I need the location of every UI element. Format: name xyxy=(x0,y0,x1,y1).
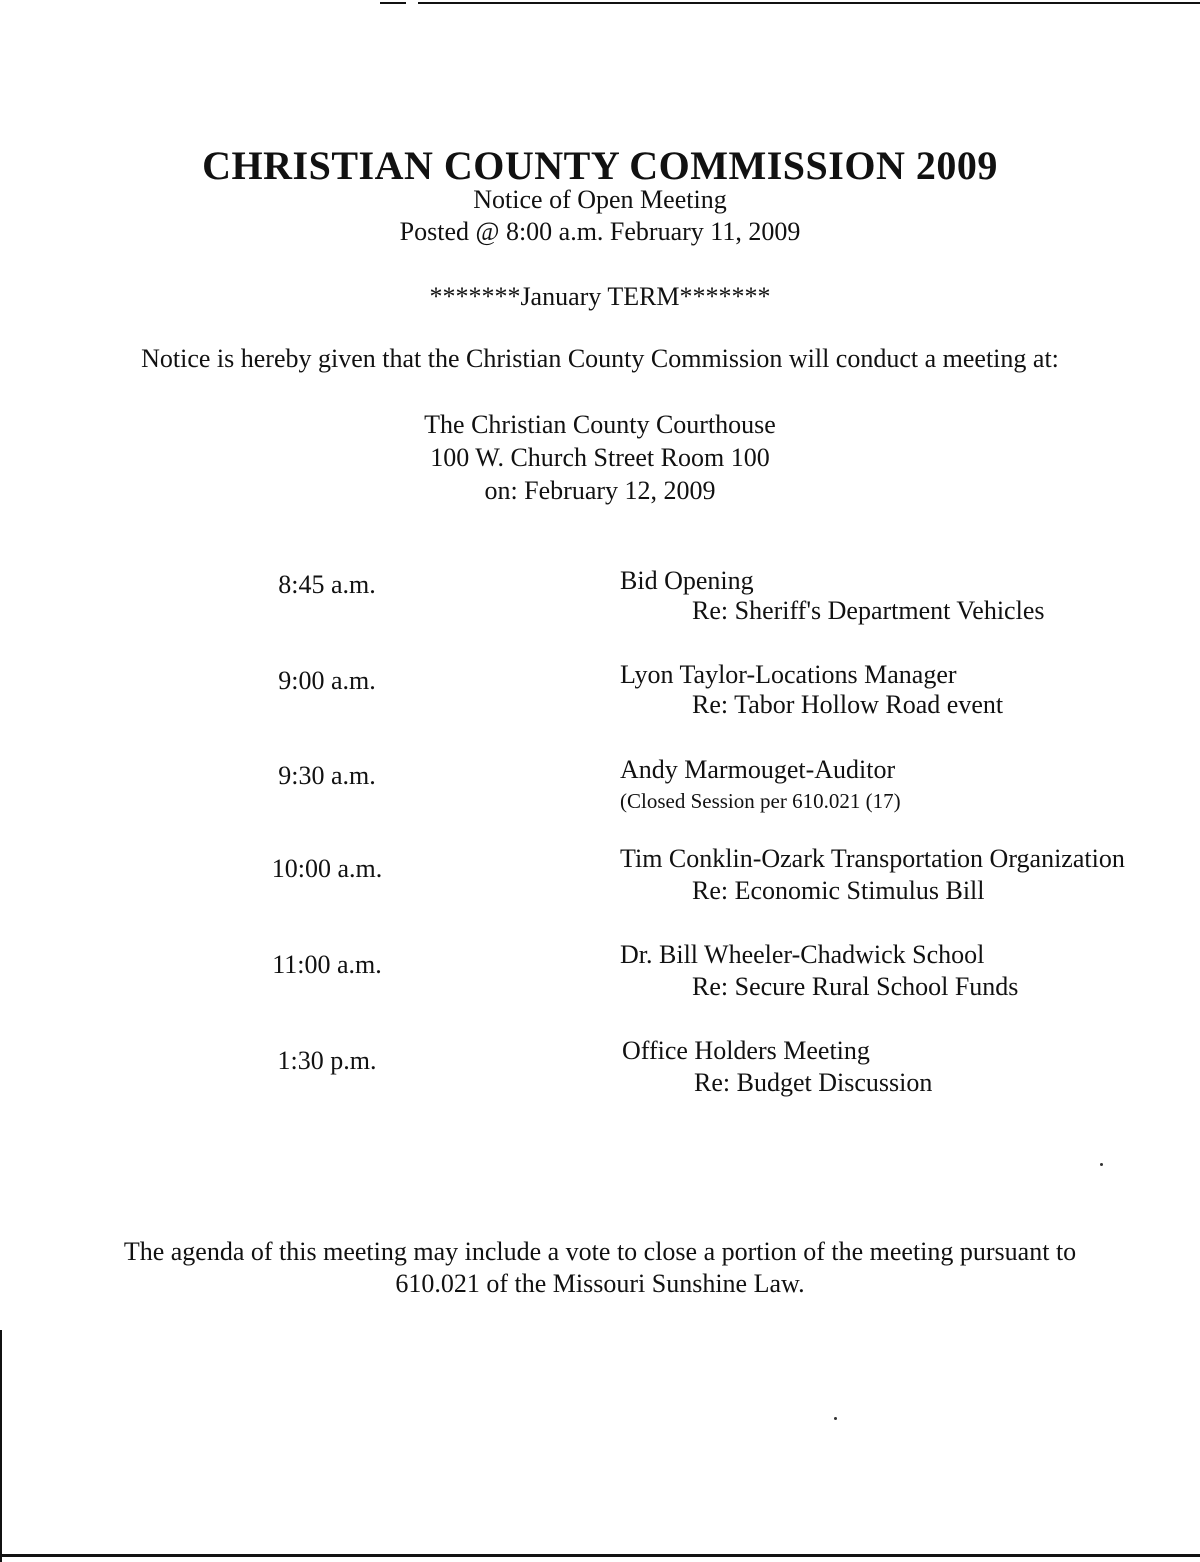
notice-statement: Notice is hereby given that the Christian County Commission will conduct a meeting at: xyxy=(141,344,1059,373)
sunshine-law-notice xyxy=(0,1236,1200,1300)
agenda-subject: Re: Budget Discussion xyxy=(694,1068,933,1097)
agenda-title: Office Holders Meeting xyxy=(622,1036,870,1065)
location-address: 100 W. Church Street Room 100 xyxy=(430,443,770,472)
agenda-title: Andy Marmouget-Auditor xyxy=(620,755,896,784)
footer-line: The agenda of this meeting may include a vote to close a portion of the meeting pursuant to xyxy=(123,1237,1077,1266)
agenda-title: Bid Opening xyxy=(620,566,754,595)
agenda-item xyxy=(0,757,1200,827)
agenda-time: 10:00 a.m. xyxy=(271,854,383,883)
location-venue: The Christian County Courthouse xyxy=(424,410,776,439)
agenda-item xyxy=(0,662,1200,732)
meeting-location xyxy=(0,408,1200,507)
agenda-title: Lyon Taylor-Locations Manager xyxy=(620,660,957,689)
scan-speck xyxy=(834,1417,837,1420)
agenda-item xyxy=(0,1038,1200,1108)
agenda-note: (Closed Session per 610.021 (17) xyxy=(620,789,901,813)
document-title: CHRISTIAN COUNTY COMMISSION 2009 xyxy=(202,143,998,188)
footer-line: 610.021 of the Missouri Sunshine Law. xyxy=(395,1269,805,1298)
agenda-title: Tim Conklin-Ozark Transportation Organization xyxy=(620,844,1125,873)
posted-time: Posted @ 8:00 a.m. February 11, 2009 xyxy=(399,217,801,246)
notice-heading: Notice of Open Meeting xyxy=(473,185,727,214)
agenda-item xyxy=(0,568,1200,638)
scan-line-artifact xyxy=(380,2,406,4)
agenda-item xyxy=(0,846,1200,916)
agenda-subject: Re: Tabor Hollow Road event xyxy=(692,690,1004,719)
scan-edge-artifact xyxy=(0,1330,2,1562)
location-date: on: February 12, 2009 xyxy=(484,476,716,505)
agenda-item xyxy=(0,942,1200,1012)
agenda-subject: Re: Secure Rural School Funds xyxy=(692,972,1019,1001)
agenda-time: 11:00 a.m. xyxy=(272,950,382,979)
agenda-time: 8:45 a.m. xyxy=(278,570,376,599)
agenda-subject: Re: Sheriff's Department Vehicles xyxy=(692,596,1045,625)
scan-line-artifact xyxy=(418,2,1200,4)
scan-speck xyxy=(1100,1163,1103,1166)
agenda-title: Dr. Bill Wheeler-Chadwick School xyxy=(620,940,985,969)
agenda-time: 1:30 p.m. xyxy=(277,1046,377,1075)
agenda-subject: Re: Economic Stimulus Bill xyxy=(692,876,985,905)
agenda-time: 9:30 a.m. xyxy=(278,761,376,790)
scan-edge-artifact xyxy=(0,1554,1200,1557)
term-label: *******January TERM******* xyxy=(429,282,771,311)
agenda-time: 9:00 a.m. xyxy=(278,666,376,695)
